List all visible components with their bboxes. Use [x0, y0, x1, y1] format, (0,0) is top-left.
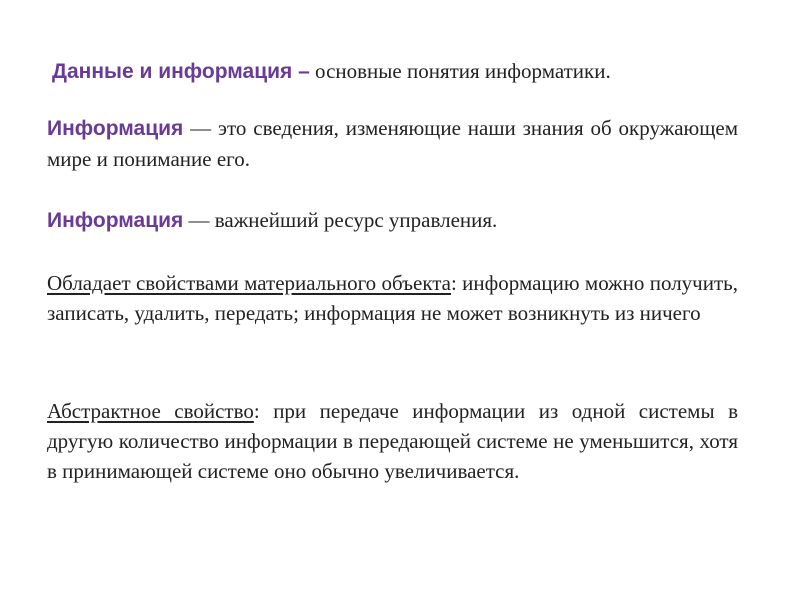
definition-term-2: Информация	[47, 209, 184, 232]
slide-heading	[52, 56, 752, 87]
property-paragraph-material	[47, 268, 738, 328]
definition-paragraph-1	[47, 113, 738, 174]
definition-text-2: — важнейший ресурс управления.	[183, 208, 498, 232]
heading-term: Данные и информация –	[52, 60, 310, 83]
property-paragraph-abstract	[47, 396, 738, 486]
property-text-material: : информацию можно получить, записать, удалить, передать; информация не может возникнуть из ничего	[47, 271, 738, 325]
property-text-abstract: : при передаче информации из одной системы в другую количество информации в передающей системе не уменьшится, хотя в принимающей системе оно обычно увеличивается.	[47, 399, 738, 483]
definition-term-1: Информация	[47, 117, 184, 140]
definition-text-1: — это сведения, изменяющие наши знания об окружающем мире и понимание его.	[47, 116, 738, 171]
property-label-material: Обладает свойствами материального объекта	[47, 271, 452, 295]
definition-paragraph-2	[47, 205, 738, 236]
property-label-abstract: Абстрактное свойство	[47, 399, 254, 423]
heading-rest: основные понятия информатики.	[309, 59, 611, 83]
